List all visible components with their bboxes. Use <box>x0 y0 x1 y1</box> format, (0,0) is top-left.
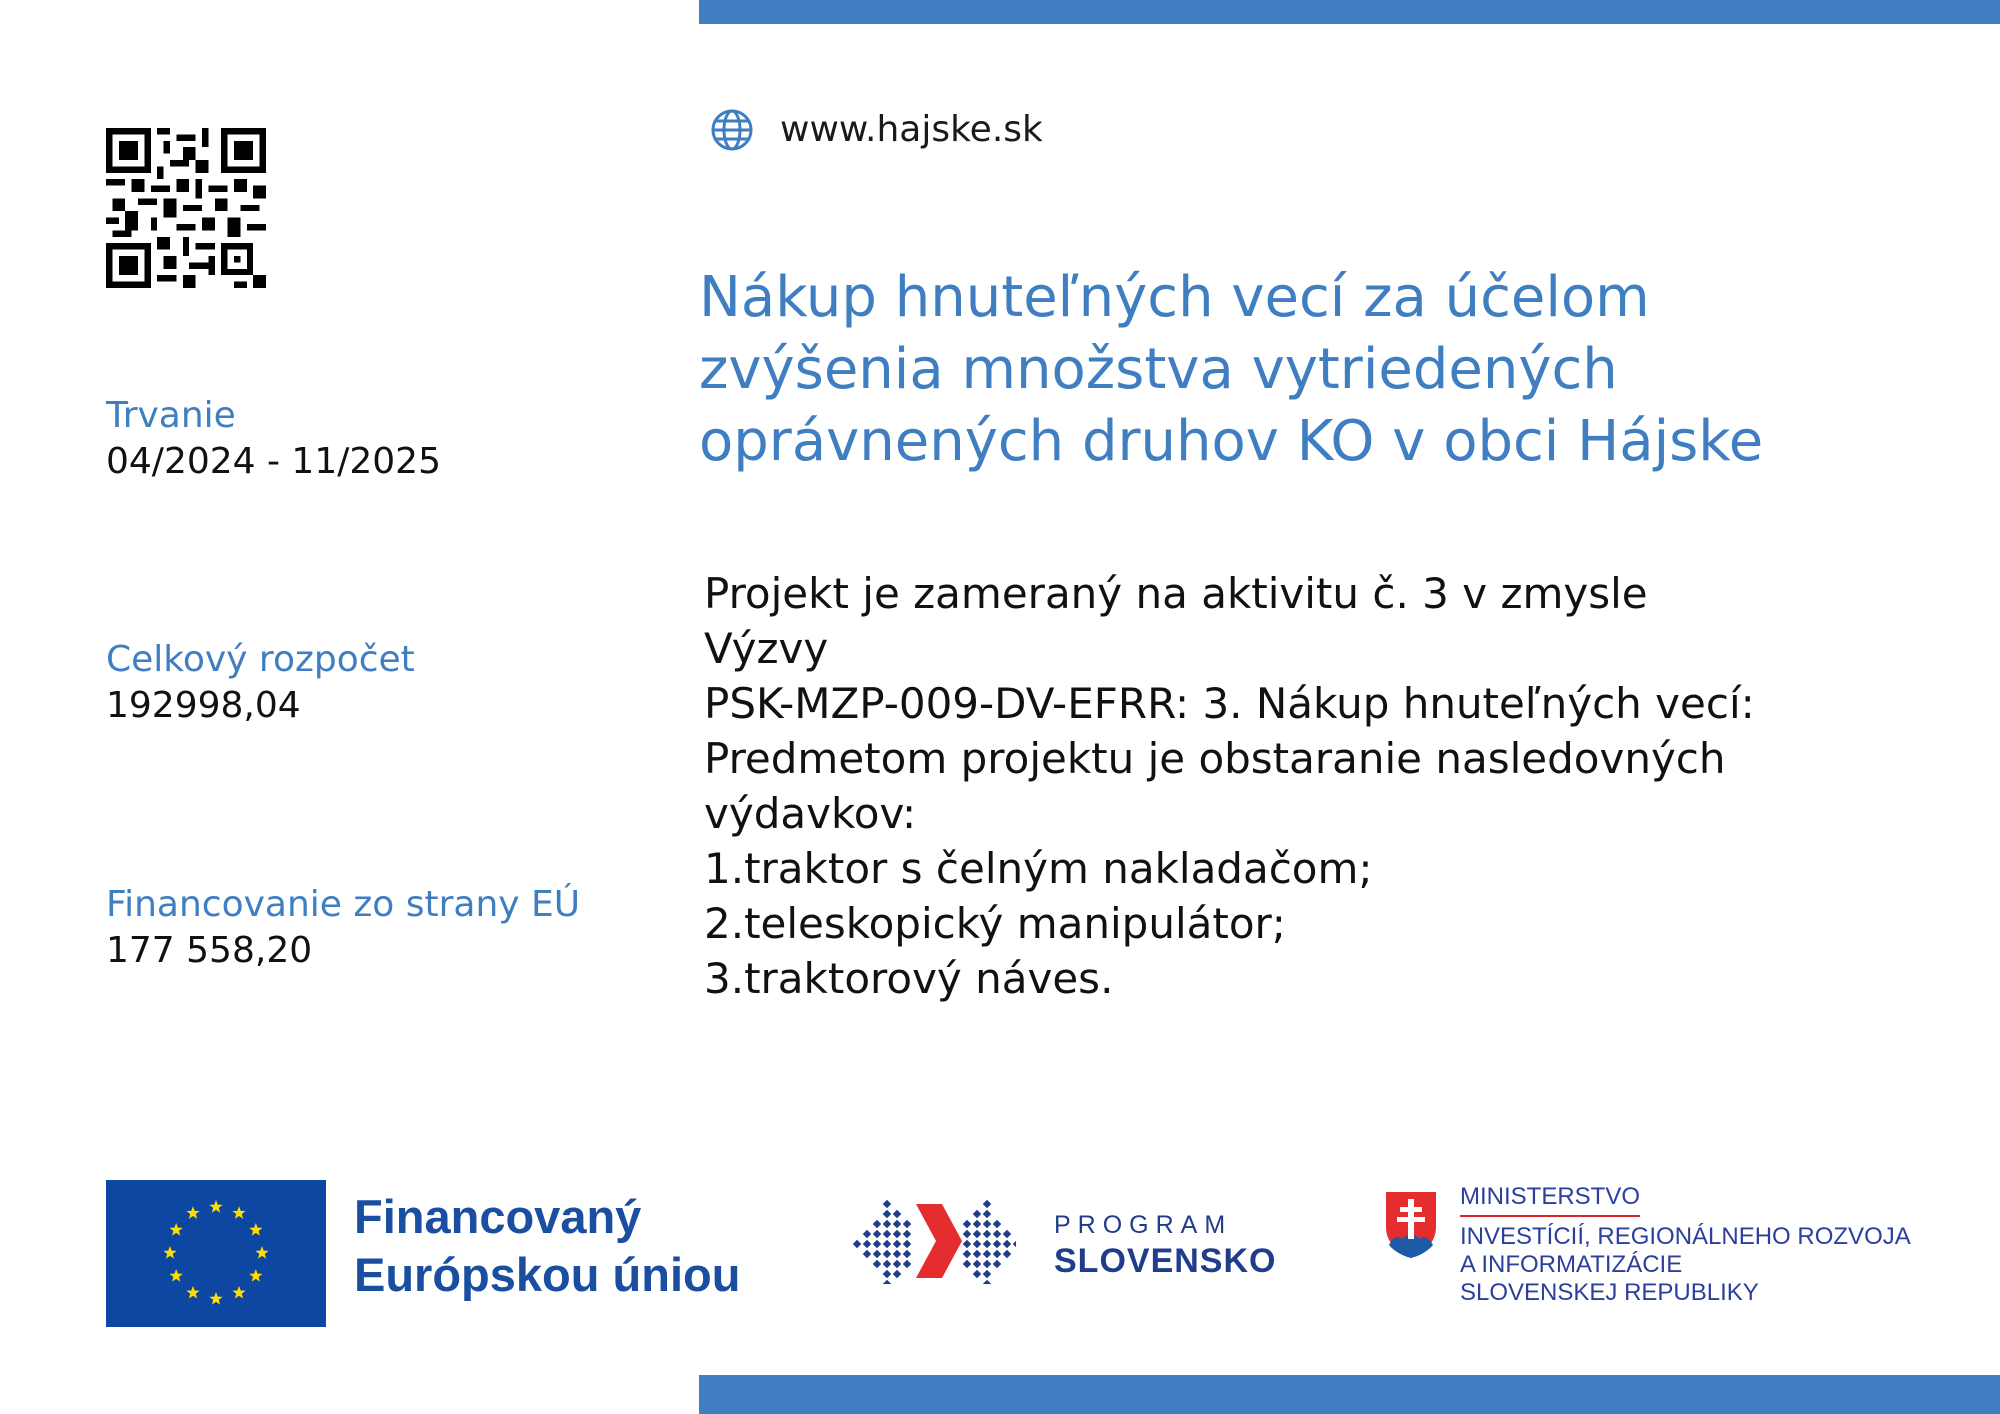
logo-dot <box>903 1250 911 1258</box>
logo-dot <box>993 1230 1001 1238</box>
title-line: oprávnených druhov KO v obci Hájske <box>699 409 1764 474</box>
logo-dot <box>863 1250 871 1258</box>
ministry-line: INVESTÍCIÍ, REGIONÁLNEHO ROZVOJA <box>1460 1223 1911 1250</box>
globe-icon <box>710 108 754 152</box>
logo-dot <box>863 1240 871 1248</box>
logo-dot <box>893 1260 901 1268</box>
logo-dot <box>883 1230 891 1238</box>
logo-dot <box>983 1230 991 1238</box>
logo-dot <box>963 1250 971 1258</box>
logo-dot <box>883 1280 891 1284</box>
logo-dot <box>973 1220 981 1228</box>
eu-flag-icon <box>106 1180 326 1327</box>
description-line: Predmetom projektu je obstaranie nasledovných <box>704 734 1726 783</box>
logo-dot <box>973 1210 981 1218</box>
logo-dot <box>963 1230 971 1238</box>
description-line: Projekt je zameraný na aktivitu č. 3 v zmysle <box>704 569 1648 618</box>
logo-dot <box>883 1270 891 1278</box>
description-line: PSK-MZP-009-DV-EFRR: 3. Nákup hnuteľných vecí: <box>704 679 1755 728</box>
logo-dot <box>853 1240 861 1248</box>
logo-dot <box>993 1220 1001 1228</box>
ministry-line: SLOVENSKEJ REPUBLIKY <box>1460 1279 1759 1306</box>
logo-dot <box>973 1240 981 1248</box>
eu-funding-field <box>106 882 666 974</box>
eu-funding-value: 177 558,20 <box>106 930 313 971</box>
logo-dot <box>963 1260 971 1268</box>
budget-value: 192998,04 <box>106 685 301 726</box>
top-accent-bar <box>699 0 2000 24</box>
title-line: Nákup hnuteľných vecí za účelom <box>699 265 1650 330</box>
logo-dot <box>903 1260 911 1268</box>
logo-dot <box>983 1280 991 1284</box>
logo-dot <box>883 1240 891 1248</box>
title-line: zvýšenia množstva vytriedených <box>699 337 1618 402</box>
duration-field <box>106 393 666 485</box>
logo-dot <box>893 1250 901 1258</box>
qr-code[interactable] <box>106 128 266 288</box>
description-line: Výzvy <box>704 624 829 673</box>
logo-dot <box>973 1270 981 1278</box>
duration-label: Trvanie <box>106 395 236 436</box>
logo-dot <box>883 1250 891 1258</box>
logo-dot <box>873 1220 881 1228</box>
logo-dot <box>983 1240 991 1248</box>
logo-dot <box>993 1240 1001 1248</box>
bottom-accent-bar <box>699 1375 2000 1414</box>
description-line: výdavkov: <box>704 789 917 838</box>
logo-dot <box>883 1260 891 1268</box>
logo-dot <box>873 1240 881 1248</box>
budget-field <box>106 637 666 729</box>
program-slovensko-logo-icon <box>850 1198 1016 1284</box>
logo-dot <box>873 1250 881 1258</box>
logo-dot <box>993 1260 1001 1268</box>
description-line: 2.teleskopický manipulátor; <box>704 899 1286 948</box>
logo-dot <box>873 1230 881 1238</box>
logo-dot <box>983 1250 991 1258</box>
logo-dot <box>873 1260 881 1268</box>
description-line: 1.traktor s čelným nakladačom; <box>704 844 1373 893</box>
logo-dot <box>893 1270 901 1278</box>
logo-dot <box>983 1260 991 1268</box>
website-link[interactable] <box>710 108 1043 152</box>
logo-dot <box>983 1220 991 1228</box>
project-description <box>704 566 1904 1006</box>
website-url[interactable]: www.hajske.sk <box>780 109 1043 150</box>
ministry-logo-text <box>1460 1183 1911 1307</box>
logo-dot <box>973 1230 981 1238</box>
duration-value: 04/2024 - 11/2025 <box>106 441 441 482</box>
logo-dot <box>893 1220 901 1228</box>
budget-label: Celkový rozpočet <box>106 639 415 680</box>
logo-dot <box>963 1240 971 1248</box>
logo-dot <box>963 1220 971 1228</box>
logo-dot <box>903 1240 911 1248</box>
logo-dot <box>1003 1230 1011 1238</box>
project-title <box>699 262 1949 478</box>
program-word: PROGRAM <box>1054 1211 1233 1239</box>
logo-dot <box>883 1210 891 1218</box>
logo-dot <box>893 1210 901 1218</box>
ministry-line: A INFORMATIZÁCIE <box>1460 1251 1683 1278</box>
logo-dot <box>973 1250 981 1258</box>
logo-dot <box>973 1260 981 1268</box>
logo-dot <box>903 1220 911 1228</box>
logo-dot <box>883 1200 891 1208</box>
program-slovensko-logo-text <box>1054 1210 1276 1282</box>
logo-dot <box>883 1220 891 1228</box>
logo-dot <box>893 1230 901 1238</box>
description-line: 3.traktorový náves. <box>704 954 1114 1003</box>
logo-dot <box>1003 1240 1011 1248</box>
ministry-line: MINISTERSTVO <box>1460 1183 1640 1217</box>
logo-dot <box>983 1210 991 1218</box>
logo-dot <box>983 1200 991 1208</box>
eu-text-line: Európskou úniou <box>354 1248 741 1301</box>
logo-dot <box>893 1240 901 1248</box>
logo-dot <box>863 1230 871 1238</box>
logo-dot <box>983 1270 991 1278</box>
eu-funding-label: Financovanie zo strany EÚ <box>106 884 581 925</box>
eu-text-line: Financovaný <box>354 1190 642 1243</box>
logo-dot <box>993 1250 1001 1258</box>
slovensko-word: SLOVENSKO <box>1054 1242 1277 1280</box>
logo-dot <box>1013 1240 1016 1248</box>
logo-dot <box>903 1230 911 1238</box>
logo-dot <box>1003 1250 1011 1258</box>
eu-funding-logo-text <box>354 1188 740 1304</box>
slovak-coat-of-arms-icon <box>1381 1187 1441 1263</box>
